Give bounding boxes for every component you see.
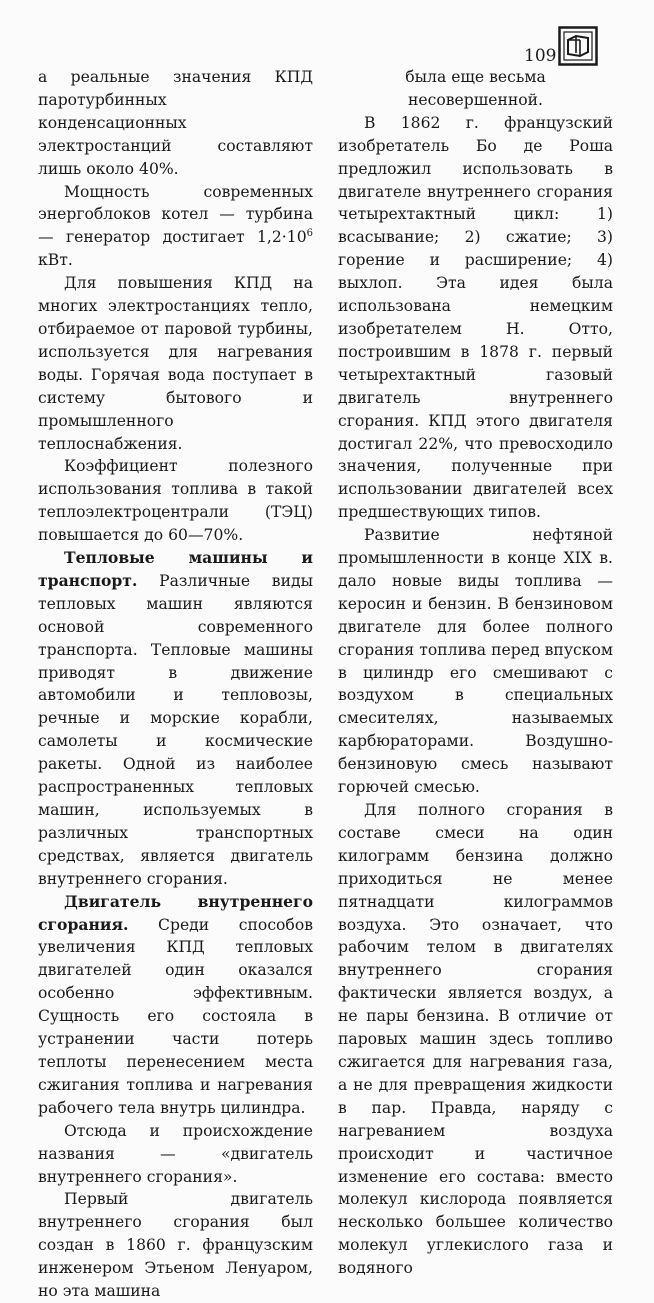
section-heading: Двигатель внутреннего сгорания. bbox=[38, 891, 313, 934]
paragraph: Отсюда и происхождение названия — «двигатель внутреннего сгорания». bbox=[38, 1121, 313, 1186]
paragraph: В 1862 г. французский изобретатель Бо де Роша предложил использовать в двигателе внутреннего сгорания четырехтактный цикл: 1) всасывание; 2) сжатие; 3) горение и расширение; 4) выхлоп. Эта идея была использована немецким изобретателем Н. Отто, построившим в 1878 г. первый четырехтактный газовый двигатель внутреннего сгорания. КПД этого двигателя достигал 22%, что превосходило значения, полученные при использовании двигателей всех предшествующих типов. bbox=[338, 113, 613, 522]
paragraph bbox=[38, 891, 313, 1120]
paragraph-text: Мощность современных энергоблоков котел — турбина — генератор достигает 1,2·10 bbox=[38, 182, 313, 247]
paragraph: Для повышения КПД на многих электростанциях тепло, отбираемое от паровой турбины, используется для нагревания воды. Горячая вода поступает в систему бытового и промышленного теплоснабжения. bbox=[38, 274, 313, 453]
paragraph: была еще весьма несовершенной. bbox=[405, 68, 546, 109]
paragraph: Для полного сгорания в составе смеси на один килограмм бензина должно приходиться не менее пятнадцати килограммов воздуха. Это означает, что рабочим телом в двигателях внутреннего сгорания фактически является воздух, а не пары бензина. В отличие от паровых машин здесь топливо сжигается для нагревания газа, а не для превращения жидкости в пар. Правда, наряду с нагреванием воздуха происходит и частичное изменение его состава: вместо молекул кислорода появляется несколько большее количество молекул углекислого газа и водяного bbox=[338, 801, 613, 1278]
paragraph-text: кВт. bbox=[38, 251, 73, 270]
page-number: 109 bbox=[524, 46, 557, 66]
paragraph-text: Среди способов увеличения КПД тепловых двигателей один оказался особенно эффективным. Сущность его состояла в устранении части потерь теплоты перенесением места сжигания топлива и нагревания рабочего тела внутрь цилиндра. bbox=[38, 915, 313, 1117]
paragraph: Первый двигатель внутреннего сгорания был создан в 1860 г. французским инженером Этьеном Ленуаром, но эта машина bbox=[38, 1190, 313, 1301]
paragraph-text: Различные виды тепловых машин являются основой современного транспорта. Тепловые машины приводят в движение автомобили и тепловозы, речные и морские корабли, самолеты и космические ракеты. Одной из наиболее распространенных тепловых машин, используемых в различных транспортных средствах, является двигатель внутреннего сгорания. bbox=[38, 571, 313, 888]
section-heading: Тепловые машины и транспорт. bbox=[38, 548, 313, 590]
exponent: 6 bbox=[306, 228, 313, 240]
paragraph bbox=[38, 547, 313, 891]
paragraph: а реальные значения КПД паротурбинных конденсационных электростанций составляют лишь около 40%. bbox=[38, 68, 313, 178]
paragraph bbox=[38, 181, 313, 273]
left-column bbox=[38, 66, 313, 1303]
paragraph: Коэффициент полезного использования топлива в такой теплоэлектроцентрали (ТЭЦ) повышается до 60—70%. bbox=[38, 457, 313, 545]
book-chapter-icon bbox=[558, 26, 598, 66]
right-column bbox=[338, 66, 613, 1280]
paragraph: Развитие нефтяной промышленности в конце XIX в. дало новые виды топлива — керосин и бензин. В бензиновом двигателе для более полного сгорания топлива перед впуском в цилиндр его смешивают с воздухом в специальных смесителях, называемых карбюраторами. Воздушно-бензиновую смесь называют горючей смесью. bbox=[338, 526, 613, 797]
